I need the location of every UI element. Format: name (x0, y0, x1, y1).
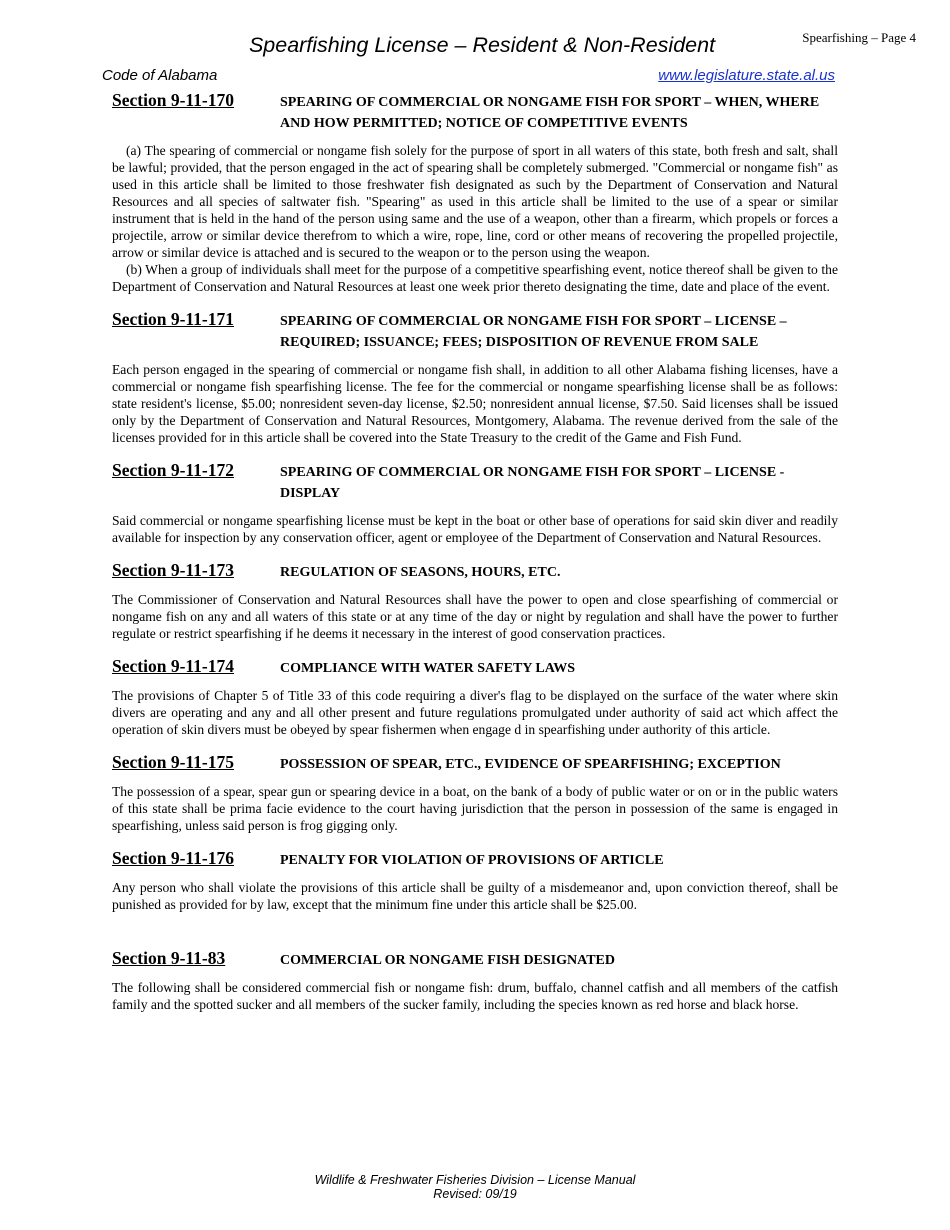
section-number: Section 9-11-171 (112, 309, 235, 329)
section-9-11-174 (112, 656, 838, 738)
section-9-11-83 (112, 948, 838, 1013)
section-title: SPEARING OF COMMERCIAL OR NONGAME FISH FOR SPORT – WHEN, WHERE AND HOW PERMITTED; NOTICE OF COMPETITIVE EVENTS (280, 95, 820, 131)
section-header (112, 948, 838, 971)
section-header (112, 560, 838, 583)
section-paragraph: Said commercial or nongame spearfishing license must be kept in the boat or other base of operations for said skin diver and readily available for inspection by any conservation officer, agent or employee of the Department of Conservation and Natural Resources. (112, 513, 838, 545)
section-paragraph: (a) The spearing of commercial or nongame fish solely for the purpose of sport in all waters of this state, both fresh and salt, shall be lawful; provided, that the person engaged in the act of spearing shall be completely submerged. "Commercial or nongame fish" as used in this article shall be limited to those freshwater fish designated as such by the Department of Conservation and Natural Resources and all species of saltwater fish. "Spearing" as used in this article shall be limited to the use of a spear or similar instrument that is held in the hand of the person using same and the use of a weapon, other than a firearm, which propels or forces a projectile, arrow or similar device therefrom to which a wire, rope, line, cord or other means of recovering the propelled projectile, arrow or similar device is attached and is secured to the weapon or to the person using the weapon. (112, 143, 838, 260)
website-link[interactable]: www.legislature.state.al.us (658, 67, 835, 84)
section-title: REGULATION OF SEASONS, HOURS, ETC. (280, 565, 561, 580)
section-9-11-170 (112, 90, 838, 295)
section-header (112, 656, 838, 679)
section-9-11-171 (112, 309, 838, 446)
section-number: Section 9-11-175 (112, 752, 235, 772)
section-number: Section 9-11-83 (112, 948, 226, 968)
section-number: Section 9-11-173 (112, 560, 235, 580)
section-paragraph: The provisions of Chapter 5 of Title 33 of this code requiring a diver's flag to be displayed on the surface of the water where skin divers are operating and any and all other present and future regulations promulgated under authority of said act which affect the operation of skin divers must be obeyed by spear fishermen when engage d in spearfishing under authority of this article. (112, 688, 838, 737)
section-paragraph: Each person engaged in the spearing of commercial or nongame fish shall, in addition to all other Alabama fishing licenses, have a commercial or nongame fish spearfishing license. The fee for the commercial or nongame spearfishing license shall be as follows: state resident's license, $5.00; nonresident seven-day license, $2.50; nonresident annual license, $7.50. Said licenses shall be issued only by the Department of Conservation and Natural Resources, Montgomery, Alabama. The revenue derived from the sale of the licenses provided for in this article shall be covered into the State Treasury to the credit of the Game and Fish Fund. (112, 362, 838, 445)
section-header (112, 309, 838, 353)
section-number: Section 9-11-176 (112, 848, 235, 868)
section-header (112, 752, 838, 775)
section-header (112, 848, 838, 871)
section-title: COMMERCIAL OR NONGAME FISH DESIGNATED (280, 953, 615, 968)
section-number: Section 9-11-170 (112, 90, 235, 110)
section-paragraph: The following shall be considered commercial fish or nongame fish: drum, buffalo, channel catfish and all members of the catfish family and the spotted sucker and all members of the sucker family, including the species known as red horse and black horse. (112, 980, 838, 1012)
page-footer (0, 1173, 950, 1201)
page-label: Spearfishing – Page 4 (802, 30, 916, 45)
section-paragraph: Any person who shall violate the provisions of this article shall be guilty of a misdemeanor and, upon conviction thereof, shall be punished as provided for by law, except that the minimum fine under this article shall be $25.00. (112, 880, 838, 912)
section-paragraph: The Commissioner of Conservation and Natural Resources shall have the power to open and close spearfishing of commercial or nongame fish on any and all waters of this state or at any time of the day or night by regulation and shall have the power to further regulate or restrict spearfishing if he deems it necessary in the interest of good conservation practices. (112, 592, 838, 641)
section-title: SPEARING OF COMMERCIAL OR NONGAME FISH FOR SPORT – LICENSE – REQUIRED; ISSUANCE; FEES; DISPOSITION OF REVENUE FROM SALE (280, 314, 787, 350)
section-9-11-175 (112, 752, 838, 834)
section-header (112, 460, 838, 504)
section-number: Section 9-11-174 (112, 656, 235, 676)
section-header (112, 90, 838, 134)
document-title: Spearfishing License – Resident & Non-Resident (248, 33, 716, 57)
section-number: Section 9-11-172 (112, 460, 235, 480)
section-title: COMPLIANCE WITH WATER SAFETY LAWS (280, 661, 576, 676)
section-9-11-173 (112, 560, 838, 642)
section-paragraph: (b) When a group of individuals shall meet for the purpose of a competitive spearfishing event, notice thereof shall be given to the Department of Conservation and Natural Resources at least one week prior thereto designating the time, date and place of the event. (112, 262, 838, 294)
footer-manual-title: Wildlife & Freshwater Fisheries Division – License Manual (314, 1173, 636, 1187)
section-9-11-172 (112, 460, 838, 546)
sections-container (112, 90, 838, 1027)
code-label: Code of Alabama (102, 67, 218, 84)
section-title: PENALTY FOR VIOLATION OF PROVISIONS OF ARTICLE (280, 853, 664, 868)
section-paragraph: The possession of a spear, spear gun or spearing device in a boat, on the bank of a body of public water or on or in the public waters of this state shall be prima facie evidence to the court having jurisdiction that the person in possession of the same is engaged in spearfishing, unless said person is frog gigging only. (112, 784, 838, 833)
section-title: POSSESSION OF SPEAR, ETC., EVIDENCE OF SPEARFISHING; EXCEPTION (280, 757, 781, 772)
section-9-11-176 (112, 848, 838, 913)
footer-revision: Revised: 09/19 (433, 1187, 517, 1201)
section-title: SPEARING OF COMMERCIAL OR NONGAME FISH FOR SPORT – LICENSE - DISPLAY (280, 465, 785, 501)
